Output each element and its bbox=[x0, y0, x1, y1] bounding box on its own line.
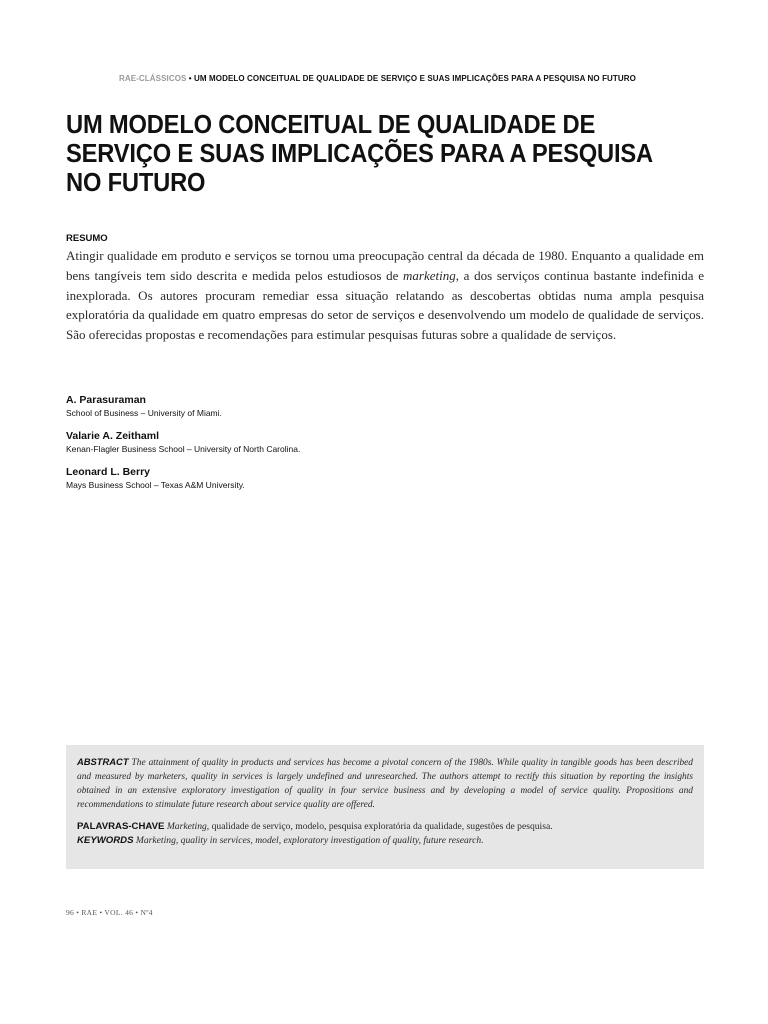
palavras-chave-label: PALAVRAS-CHAVE bbox=[77, 821, 165, 832]
author-name: Valarie A. Zeithaml bbox=[66, 430, 159, 442]
running-head-separator: • bbox=[186, 74, 195, 83]
author-affiliation: School of Business – University of Miami. bbox=[66, 408, 222, 418]
palavras-chave bbox=[77, 820, 693, 834]
resumo-text-part1: Atingir qualidade em produto e serviços se tornou uma preocupação central da década de 1980. Enquanto a qualidade em bens tangíveis tem sido descrita e medida pelos estudiosos de bbox=[66, 248, 704, 283]
author-entry bbox=[66, 429, 666, 455]
running-head-series: RAE-CLÁSSICOS bbox=[118, 74, 187, 83]
abstract-body: The attainment of quality in products and services has become a pivotal concern of the 1980s. While quality in tangible goods has been described and measured by marketers, quality in services is largely undefined and unresearched. The authors attempt to rectify this situation by reporting the insights obtained in an extensive exploratory investigation of quality in four service business and by developing a model of service quality. Propositions and recommendations to stimulate future research about service quality are offered. bbox=[77, 758, 693, 810]
author-entry bbox=[66, 465, 666, 491]
author-entry bbox=[66, 393, 666, 419]
keywords-text: Marketing, quality in services, model, exploratory investigation of quality, future research. bbox=[133, 835, 484, 846]
palavras-chave-first: Marketing bbox=[164, 821, 207, 832]
palavras-chave-rest: , qualidade de serviço, modelo, pesquisa exploratória da qualidade, sugestões de pesquisa. bbox=[206, 821, 553, 832]
abstract-text bbox=[77, 755, 693, 812]
article-title: UM MODELO CONCEITUAL DE QUALIDADE DE SERVIÇO E SUAS IMPLICAÇÕES PARA A PESQUISA NO FUTURO bbox=[66, 111, 653, 197]
running-head bbox=[66, 74, 636, 83]
author-name: A. Parasuraman bbox=[66, 394, 146, 406]
author-name: Leonard L. Berry bbox=[66, 466, 151, 478]
page-footer: 96 • RAE • VOL. 46 • Nº4 bbox=[66, 908, 153, 917]
author-affiliation: Mays Business School – Texas A&M University. bbox=[66, 480, 245, 490]
resumo-label: RESUMO bbox=[66, 233, 108, 244]
resumo-text bbox=[66, 246, 704, 345]
author-affiliation: Kenan-Flagler Business School – University of North Carolina. bbox=[66, 444, 301, 454]
keywords bbox=[77, 834, 693, 848]
abstract-label: ABSTRACT bbox=[77, 756, 129, 767]
resumo-text-part2: , a dos serviços continua bastante indefinida e inexplorada. Os autores procuram remediar essa situação relatando as descobertas obtidas numa ampla pesquisa exploratória da qualidade em quatro empresas do setor de serviços e desenvolvendo um modelo de qualidade de serviços. São oferecidas propostas e recomendações para estimular pesquisas futuras sobre a qualidade de serviços. bbox=[66, 267, 704, 343]
resumo-text-italic: marketing bbox=[403, 267, 456, 283]
abstract-box bbox=[66, 745, 704, 869]
keywords-label: KEYWORDS bbox=[77, 835, 134, 846]
running-head-title: UM MODELO CONCEITUAL DE QUALIDADE DE SERVIÇO E SUAS IMPLICAÇÕES PARA A PESQUISA NO FUTURO bbox=[194, 74, 636, 83]
author-list bbox=[66, 393, 666, 501]
